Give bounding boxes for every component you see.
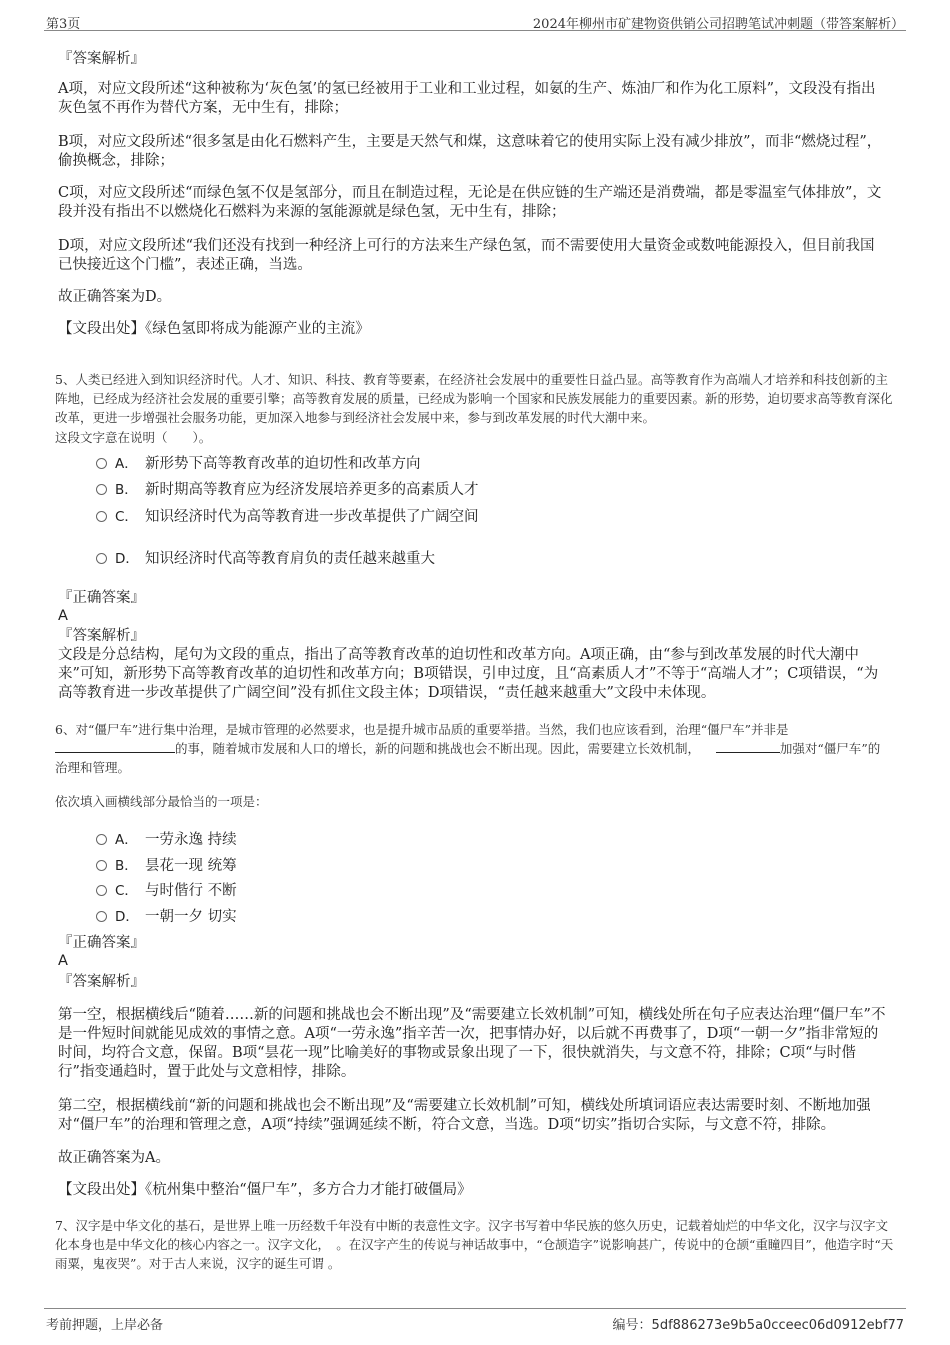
- question-5-prompt: 这段文字意在说明（ ）。: [55, 430, 212, 445]
- question-5-analysis: 文段是分总结构，尾句为文段的重点，指出了高等教育改革的迫切性和改革方向。A项正确，由“参与到改革发展的时代大潮中来”可知，新形势下高等教育改革的迫切性和改革方向；B项错误，引申过度，且“高素质人才”不等于“高端人才”；C项错误，“为高等教育进一步改革提供了广阔空间”没有抓住文段主体；D项错误，“责任越来越重大”文段中未体现。: [58, 647, 879, 701]
- question-7-stem: 7、汉字是中华文化的基石，是世界上唯一历经数千年没有中断的表意性文字。汉字书写着中华民族的悠久历史，记载着灿烂的中华文化，汉字与汉字文化本身也是中华文化的核心内容之一。汉字文化， 。在汉字产生的传说与神话故事中，“仓颉造字”说影响甚广，传说中的仓颉“重瞳四目”，他造字时“天雨粟，鬼夜哭”。对于古人来说，汉字的诞生可谓 。: [55, 1218, 894, 1271]
- correct-answer-label: 『正确答案』: [58, 935, 145, 951]
- question-5-option-c[interactable]: C． 知识经济时代为高等教育进一步改革提供了广阔空间: [96, 505, 479, 525]
- correct-answer: A: [58, 953, 68, 969]
- fill-blank-1[interactable]: [55, 740, 175, 753]
- question-5-option-a[interactable]: A． 新形势下高等教育改革的迫切性和改革方向: [96, 452, 421, 472]
- document-id: 编号：5df886273e9b5a0cceec06d0912ebf77: [612, 1318, 904, 1333]
- source-citation: 【文段出处】《杭州集中整治“僵尸车”，多方合力才能打破僵局》: [58, 1182, 472, 1198]
- radio-icon[interactable]: [96, 885, 107, 896]
- analysis-label: 『答案解析』: [58, 628, 145, 644]
- analysis-label: 『答案解析』: [58, 974, 145, 990]
- question-6-stem: 6、对“僵尸车”进行集中治理，是城市管理的必然要求，也是提升城市品质的重要举措。当然，我们也应该看到，治理“僵尸车”并非是 的事，随着城市发展和人口的增长，新的问题和挑战也会不断出现。因此，需要建立长效机制， 加强对“僵尸车”的 治理和管理。: [55, 722, 881, 775]
- question-5-stem: 5、人类已经进入到知识经济时代。人才、知识、科技、教育等要素，在经济社会发展中的重要性日益凸显。高等教育作为高端人才培养和科技创新的主阵地，已经成为经济社会发展的重要引擎；高等教育发展的质量，已经成为影响一个国家和民族发展能力的重要因素。新的形势，迫切要求高等教育深化改革，更进一步增强社会服务功能，更加深入地参与到经济社会发展中来，参与到改革发展的时代大潮中来。: [55, 372, 893, 425]
- question-6-option-d[interactable]: D． 一朝一夕 切实: [96, 905, 237, 925]
- question-6-option-c[interactable]: C． 与时偕行 不断: [96, 879, 237, 899]
- question-6-prompt: 依次填入画横线部分最恰当的一项是：: [55, 794, 268, 809]
- analysis-option-c: C项，对应文段所述“而绿色氢不仅是氢部分，而且在制造过程，无论是在供应链的生产端还是消费端，都是零温室气体排放”，文段并没有指出不以燃烧化石燃料为来源的氢能源就是绿色氢，无中生有，排除；: [58, 185, 882, 220]
- analysis-option-d: D项，对应文段所述“我们还没有找到一种经济上可行的方法来生产绿色氢，而不需要使用大量资金或数吨能源投入，但目前我国已快接近这个门槛”，表述正确，当选。: [58, 238, 875, 273]
- radio-icon[interactable]: [96, 511, 107, 522]
- fill-blank-2[interactable]: [716, 740, 780, 753]
- radio-icon[interactable]: [96, 860, 107, 871]
- analysis-option-a: A项，对应文段所述“这种被称为‘灰色氢’的氢已经被用于工业和工业过程，如氨的生产、炼油厂和作为化工原料”，文段没有指出灰色氢不再作为替代方案，无中生有，排除；: [58, 81, 876, 116]
- correct-answer: A: [58, 608, 68, 624]
- conclusion: 故正确答案为D。: [58, 289, 172, 305]
- page-header: [44, 10, 906, 31]
- page-footer: [44, 1308, 906, 1333]
- footer-slogan: 考前押题，上岸必备: [46, 1318, 164, 1333]
- radio-icon[interactable]: [96, 484, 107, 495]
- page-number: 第3页: [46, 17, 81, 32]
- question-6-analysis-2: 第二空，根据横线前“新的问题和挑战也会不断出现”及“需要建立长效机制”可知，横线处所填词语应表达需要时刻、不断地加强对“僵尸车”的治理和管理之意，A项“持续”强调延续不断，符合文意，当选。D项“切实”指切合实际，与文意不符，排除。: [58, 1098, 871, 1133]
- source-citation: 【文段出处】《绿色氢即将成为能源产业的主流》: [58, 321, 370, 337]
- question-6-option-b[interactable]: B． 昙花一现 统筹: [96, 854, 237, 874]
- conclusion: 故正确答案为A。: [58, 1150, 170, 1166]
- radio-icon[interactable]: [96, 911, 107, 922]
- radio-icon[interactable]: [96, 553, 107, 564]
- question-6-analysis-1: 第一空，根据横线后“随着……新的问题和挑战也会不断出现”及“需要建立长效机制”可知，横线处所在句子应表达治理“僵尸车”不是一件短时间就能见成效的事情之意。A项“一劳永逸”指辛苦一次，把事情办好，以后就不再费事了，D项“一朝一夕”指非常短的时间，均符合文意，保留。B项“昙花一现”比喻美好的事物或景象出现了一下，很快就消失，与文意不符，排除；C项“与时偕行”指变通趋时，置于此处与文意相悖，排除。: [58, 1007, 886, 1080]
- document-title: 2024年柳州市矿建物资供销公司招聘笔试冲刺题（带答案解析）: [532, 17, 904, 32]
- analysis-option-b: B项，对应文段所述“很多氢是由化石燃料产生，主要是天然气和煤，这意味着它的使用实际上没有减少排放”，而非“燃烧过程”，偷换概念，排除；: [58, 134, 882, 169]
- correct-answer-label: 『正确答案』: [58, 590, 145, 606]
- question-5-option-d[interactable]: D． 知识经济时代高等教育肩负的责任越来越重大: [96, 547, 435, 567]
- radio-icon[interactable]: [96, 458, 107, 469]
- question-6-option-a[interactable]: A． 一劳永逸 持续: [96, 828, 237, 848]
- analysis-label: 『答案解析』: [58, 51, 145, 67]
- radio-icon[interactable]: [96, 834, 107, 845]
- question-5-option-b[interactable]: B． 新时期高等教育应为经济发展培养更多的高素质人才: [96, 478, 479, 498]
